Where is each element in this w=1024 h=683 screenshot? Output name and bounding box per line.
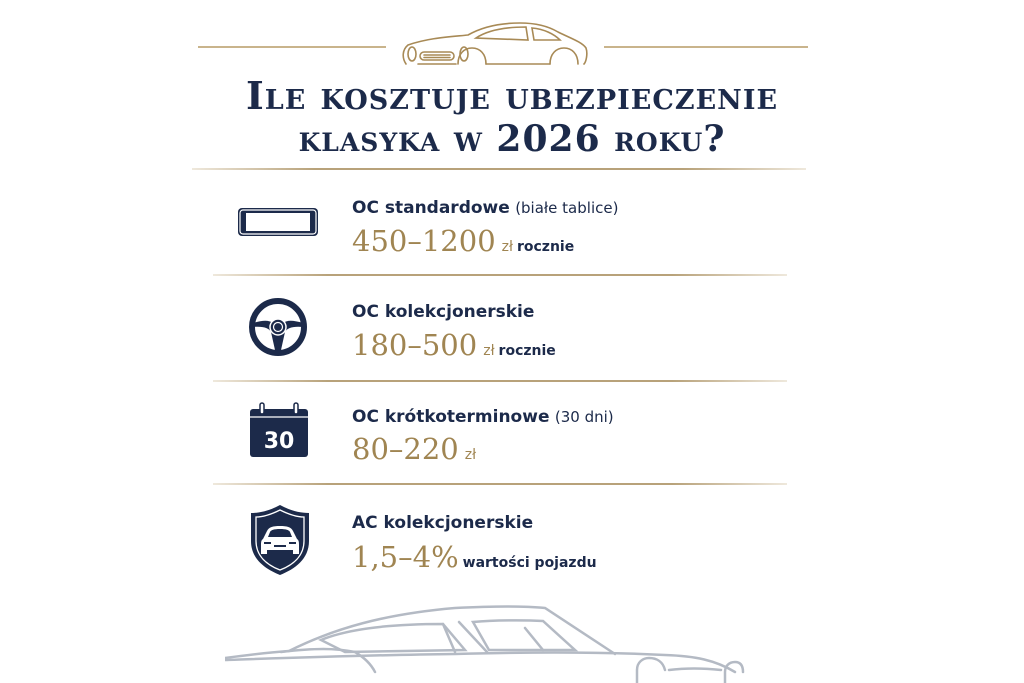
divider — [213, 483, 787, 485]
item-title: OC krótkoterminowe — [352, 407, 550, 427]
calendar-icon — [248, 402, 310, 458]
page-title-line2: klasyka w 2026 roku? — [298, 118, 726, 160]
item-price: 1,5–4% — [352, 540, 459, 574]
car-silhouette-icon — [225, 600, 755, 683]
item-price: 180–500 — [352, 328, 478, 362]
item-currency: zł — [483, 343, 495, 359]
item-suffix: rocznie — [498, 343, 556, 359]
item-title-note: (30 dni) — [554, 408, 614, 426]
item-title-note: (białe tablice) — [515, 199, 619, 217]
item-suffix: wartości pojazdu — [462, 555, 597, 571]
item-title: OC standardowe — [352, 198, 510, 218]
item-title: AC kolekcjonerskie — [352, 513, 534, 533]
classic-car-outline-icon — [398, 18, 592, 70]
item-suffix: rocznie — [516, 239, 575, 255]
license-plate-icon — [237, 207, 319, 237]
shield-car-icon — [249, 503, 311, 577]
page-title-line1: Ile kosztuje ubezpieczenie — [245, 73, 779, 118]
divider — [192, 168, 806, 170]
steering-wheel-icon — [247, 296, 309, 358]
item-price: 450–1200 — [352, 224, 496, 258]
svg-text:30: 30 — [263, 429, 295, 454]
item-title: OC kolekcjonerskie — [352, 302, 535, 322]
item-price: 80–220 — [352, 432, 459, 466]
item-currency: zł — [501, 239, 513, 255]
item-currency: zł — [464, 447, 477, 463]
divider — [213, 274, 787, 276]
header-rule-left — [198, 46, 386, 48]
divider — [213, 380, 787, 382]
header-rule-right — [604, 46, 808, 48]
